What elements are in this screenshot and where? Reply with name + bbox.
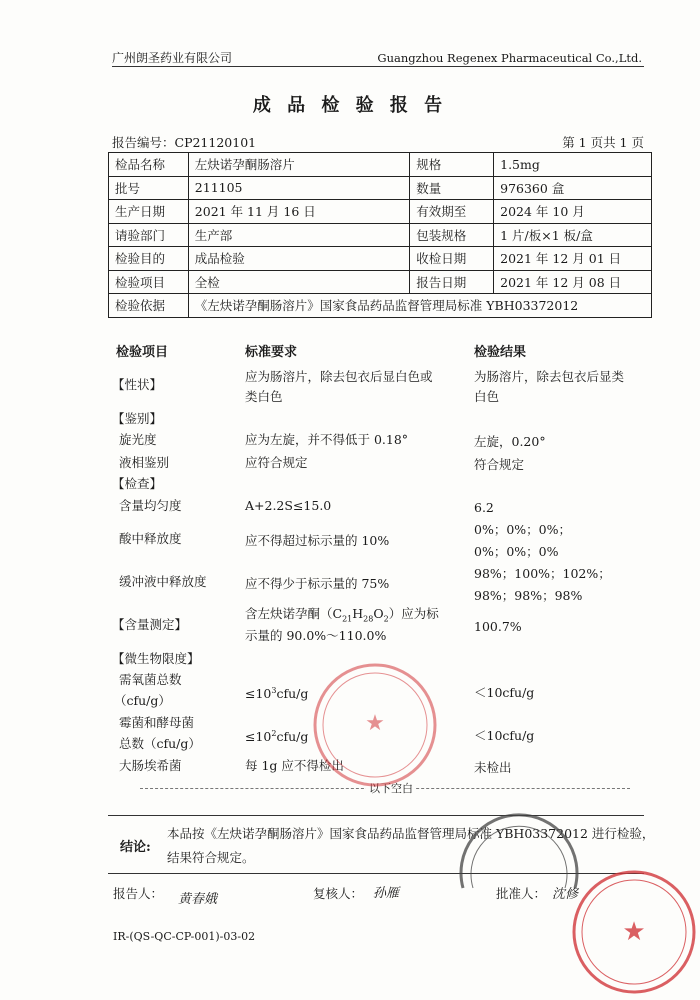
value-cell: 211105 [188, 176, 409, 200]
table-row [109, 153, 652, 177]
company-stamp [310, 660, 440, 790]
section-identification: 【鉴别】 [112, 411, 163, 426]
item-buffer-release: 缓冲液中释放度 [119, 574, 207, 589]
col-header-result: 检验结果 [474, 345, 527, 360]
svg-text:★: ★ [622, 917, 646, 947]
label-cell: 批号 [109, 176, 189, 200]
report-number: 报告编号：CP21120101 [112, 135, 257, 150]
reporter-label: 报告人： [113, 886, 164, 901]
table-row [109, 200, 652, 224]
item-mold-2: 总数（cfu/g） [119, 736, 201, 751]
std-appearance-1: 应为肠溶片，除去包衣后显白色或 [245, 369, 433, 384]
company-name-cn: 广州朗圣药业有限公司 [112, 51, 233, 65]
value-cell: 生产部 [188, 223, 409, 247]
value-cell: 《左炔诺孕酮肠溶片》国家食品药品监督管理局标准 YBH03372012 [188, 294, 651, 318]
svg-text:★: ★ [365, 711, 385, 736]
std-assay-1: 含左炔诺孕酮$(C_{21}H_{28}O_2)$应为标 [245, 606, 439, 624]
label-cell: 收检日期 [410, 247, 494, 271]
item-assay: 【含量测定】 [112, 617, 188, 632]
reporter-signature: 黄春娥 [178, 892, 218, 907]
res-rotation: 左旋，0.20° [474, 434, 546, 449]
col-header-item: 检验项目 [116, 345, 169, 360]
label-cell: 检品名称 [109, 153, 189, 177]
item-uniformity: 含量均匀度 [119, 498, 182, 513]
res-buffer-release-1: 98%；100%；102%； [474, 566, 611, 581]
std-aerobic: $\le 10^3cfu/g$ [245, 686, 309, 702]
item-rotation: 旋光度 [119, 432, 157, 447]
res-lc: 符合规定 [474, 457, 525, 472]
value-cell: 成品检验 [188, 247, 409, 271]
item-aerobic-1: 需氧菌总数 [119, 672, 182, 687]
qa-stamp [455, 790, 580, 890]
label-cell: 包装规格 [410, 223, 494, 247]
res-uniformity: 6.2 [474, 500, 494, 515]
reviewer-signature: 孙雁 [373, 886, 400, 901]
value-cell: 左炔诺孕酮肠溶片 [188, 153, 409, 177]
res-appearance-2: 白色 [474, 389, 500, 404]
table-row [109, 270, 652, 294]
std-ecoli: 每 1g 应不得检出 [245, 758, 344, 773]
value-cell: 2021 年 12 月 01 日 [494, 247, 652, 271]
std-uniformity: A+2.2S≤15.0 [245, 498, 332, 513]
res-aerobic: ＜10cfu/g [474, 685, 535, 700]
std-mold: $\le 10^2cfu/g$ [245, 729, 309, 745]
std-buffer-release: 应不得少于标示量的 75% [245, 576, 390, 591]
hospital-stamp [570, 868, 698, 996]
section-inspection: 【检查】 [112, 476, 163, 491]
table-row [109, 176, 652, 200]
value-cell: 全检 [188, 270, 409, 294]
conclusion-label: 结论: [120, 840, 151, 855]
item-appearance: 【性状】 [112, 377, 163, 392]
table-row [109, 294, 652, 318]
reviewer-label: 复核人： [313, 886, 364, 901]
label-cell: 规格 [410, 153, 494, 177]
item-mold-1: 霉菌和酵母菌 [119, 715, 195, 730]
label-cell: 检验依据 [109, 294, 189, 318]
page-indicator: 第 1 页共 1 页 [562, 135, 644, 150]
label-cell: 检验项目 [109, 270, 189, 294]
conclusion-text: 本品按《左炔诺孕酮肠溶片》国家食品药品监督管理局标准 YBH03372012 进行检验，结果符合规定。 [167, 826, 655, 865]
label-cell: 数量 [410, 176, 494, 200]
table-row [109, 223, 652, 247]
label-cell: 报告日期 [410, 270, 494, 294]
value-cell: 2021 年 11 月 16 日 [188, 200, 409, 224]
item-lc: 液相鉴别 [119, 455, 170, 470]
item-acid-release: 酸中释放度 [119, 531, 182, 546]
label-cell: 生产日期 [109, 200, 189, 224]
res-appearance-1: 为肠溶片，除去包衣后显类 [474, 369, 625, 384]
label-cell: 有效期至 [410, 200, 494, 224]
approver-label: 批准人： [496, 886, 547, 901]
product-info-table [108, 152, 652, 318]
item-ecoli: 大肠埃希菌 [119, 758, 182, 773]
value-cell: 1.5mg [494, 153, 652, 177]
section-microbial: 【微生物限度】 [112, 651, 200, 666]
res-acid-release-2: 0%；0%；0% [474, 544, 559, 559]
label-cell: 请验部门 [109, 223, 189, 247]
std-assay-2: 示量的 90.0%～110.0% [245, 628, 387, 643]
header-rule [112, 66, 644, 67]
value-cell: 2021 年 12 月 08 日 [494, 270, 652, 294]
std-rotation: 应为左旋，并不得低于 0.18° [245, 432, 409, 447]
value-cell: 2024 年 10 月 [494, 200, 652, 224]
std-appearance-2: 类白色 [245, 389, 283, 404]
label-cell: 检验目的 [109, 247, 189, 271]
res-acid-release-1: 0%；0%；0%； [474, 522, 571, 537]
blank-note: 以下空白 [366, 780, 416, 796]
company-name-en: Guangzhou Regenex Pharmaceutical Co.,Ltd. [377, 51, 642, 65]
value-cell: 976360 盒 [494, 176, 652, 200]
value-cell: 1 片/板×1 板/盒 [494, 223, 652, 247]
std-acid-release: 应不得超过标示量的 10% [245, 533, 390, 548]
report-title: 成 品 检 验 报 告 [252, 95, 448, 116]
res-ecoli: 未检出 [474, 760, 512, 775]
std-lc: 应符合规定 [245, 455, 308, 470]
item-aerobic-2: （cfu/g） [114, 693, 171, 708]
approver-signature: 沈修 [552, 887, 579, 902]
res-buffer-release-2: 98%；98%；98% [474, 588, 583, 603]
col-header-standard: 标准要求 [245, 345, 298, 360]
res-mold: ＜10cfu/g [474, 728, 535, 743]
table-row [109, 247, 652, 271]
document-code: IR-(QS-QC-CP-001)-03-02 [113, 930, 256, 943]
res-assay: 100.7% [474, 619, 522, 634]
